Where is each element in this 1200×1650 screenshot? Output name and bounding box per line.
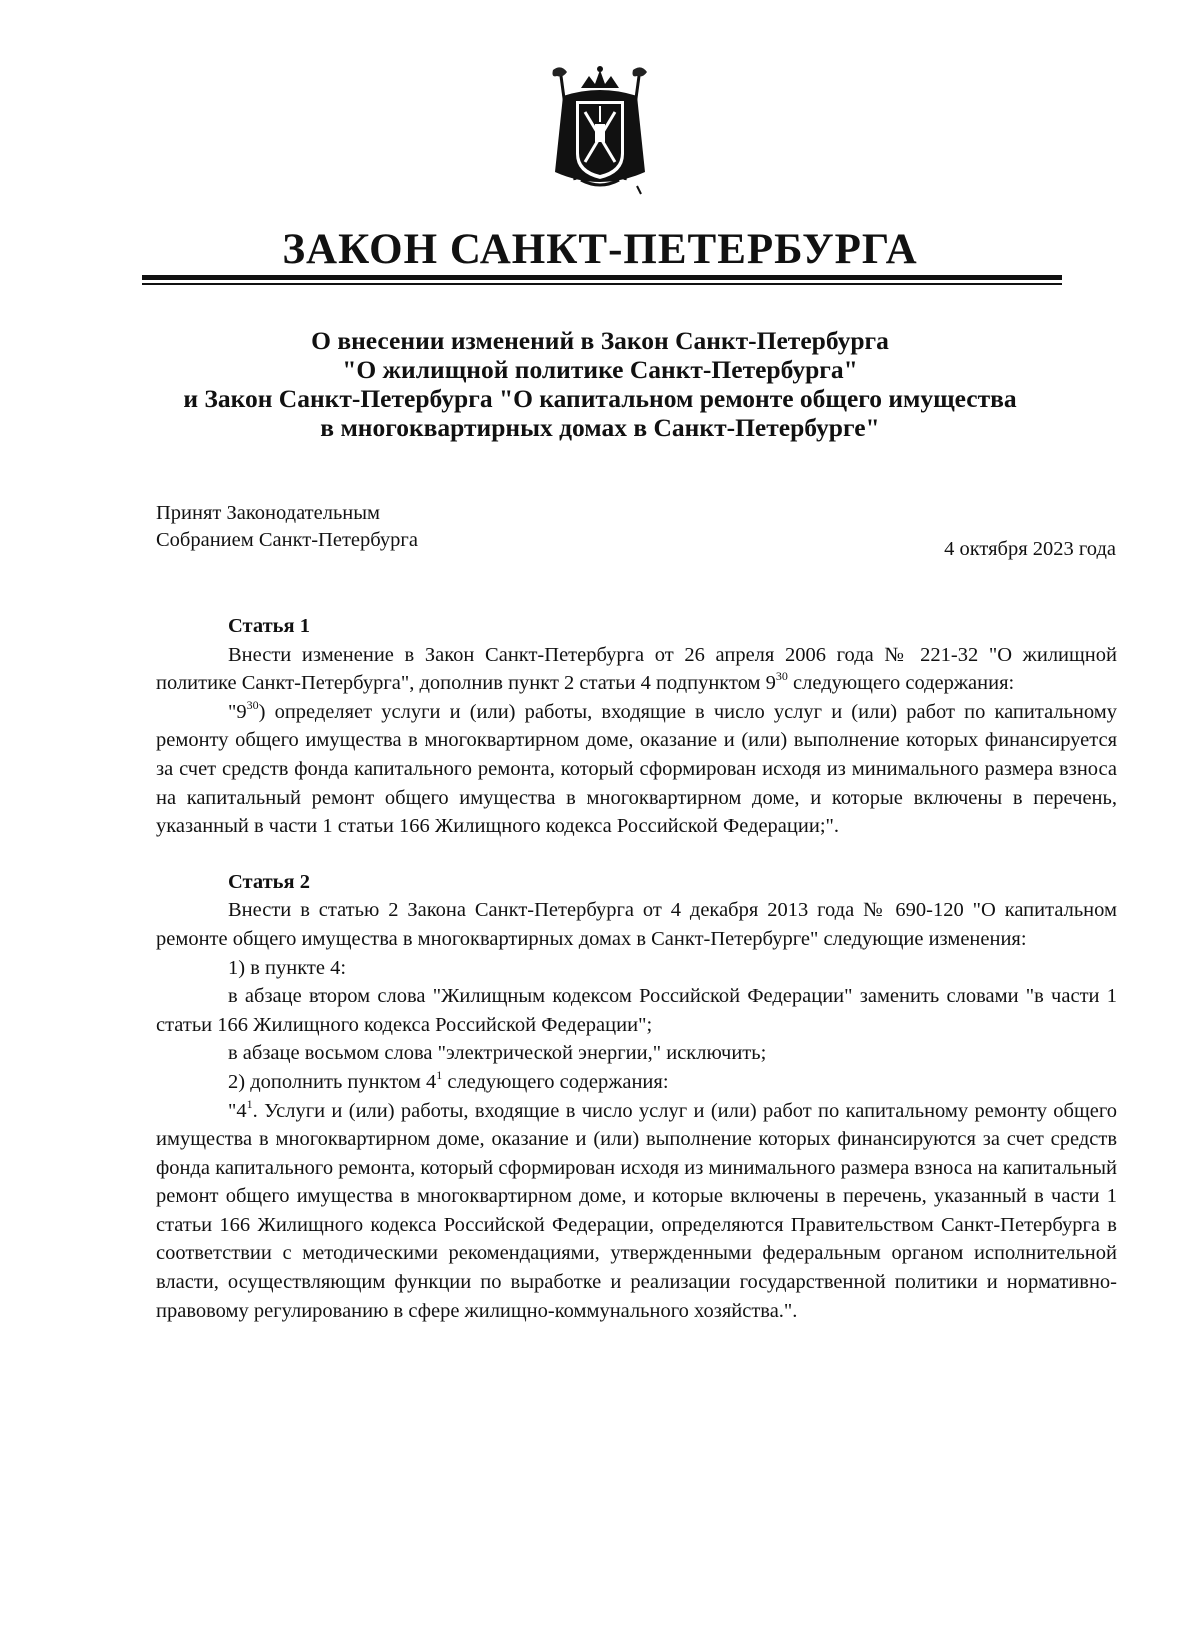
article-heading: Статья 2 [228,870,310,893]
document-body [156,612,1117,1325]
text-run: . Услуги и (или) работы, входящие в число услуг и (или) работ по капитальному ремонту общего имущества в многоквартирном доме, оказание и (или) выполнение которых финансируются за счет средств фонда капитального ремонта, который сформирован исходя из минимального размера взноса на капитальный ремонт общего имущества в многоквартирном доме, и которые включены в перечень, указанный в части 1 статьи 166 Жилищного кодекса Российской Федерации, определяются Правительством Санкт-Петербурга в соответствии с методическими рекомендациями, утвержденными федеральным органом исполнительной власти, осуществляющим функции по выработке и реализации государственной политики и нормативно-правовому регулированию в сфере жилищно-коммунального хозяйства.". [156,1099,1117,1322]
superscript: 1 [436,1067,443,1082]
text-run: следующего содержания: [787,672,1015,695]
adoption-line: Принят Законодательным [156,502,381,524]
superscript: 30 [246,697,259,712]
superscript: 30 [775,669,788,684]
title-divider-thin [142,283,1062,285]
subtitle-line: О внесении изменений в Закон Санкт-Петербурга [311,326,889,355]
text-run: Внести изменение в Закон Санкт-Петербурга от 26 апреля 2006 года № 221-32 "О жилищной политике Санкт-Петербурга", дополнив пункт 2 статьи 4 подпунктом 9 [156,643,1117,695]
article-heading: Статья 1 [228,615,310,637]
article-paragraph [156,641,1117,698]
text-run: ) определяет услуги и (или) работы, входящие в число услуг и (или) работ по капитальному ремонту общего имущества в многоквартирном доме, оказание и (или) выполнение которых финансируется за счет средств фонда капитального ремонта, который сформирован исходя из минимального размера взноса на капитальный ремонт общего имущества в многоквартирном доме, и которые включены в перечень, указанный в части 1 статьи 166 Жилищного кодекса Российской Федерации;". [156,700,1117,838]
subtitle-line: и Закон Санкт-Петербурга "О капитальном ремонте общего имущества [183,384,1017,413]
text-run: 2) дополнить пунктом 4 [228,1070,437,1093]
article-paragraph [156,698,1117,841]
subtitle-line: "О жилищной политике Санкт-Петербурга" [342,355,858,384]
article-paragraph [156,1068,1117,1097]
title-divider [142,275,1062,280]
subtitle-line: в многоквартирных домах в Санкт-Петербурге" [320,413,880,442]
article-paragraph: 1) в пункте 4: [228,956,347,979]
document-title: ЗАКОН САНКТ-ПЕТЕРБУРГА [282,226,918,273]
law-subtitle [130,326,1070,442]
article-paragraph [156,1097,1117,1326]
article-paragraph: в абзаце восьмом слова "электрической энергии," исключить; [228,1042,767,1065]
text-run: "9 [228,700,247,723]
adoption-date: 4 октября 2023 года [944,538,1116,560]
article-paragraph: в абзаце втором слова "Жилищным кодексом Российской Федерации" заменить словами "в части 1 статьи 166 Жилищного кодекса Российской Федерации"; [156,985,1117,1036]
adoption-line: Собранием Санкт-Петербурга [156,529,418,551]
superscript: 1 [246,1096,253,1111]
saint-petersburg-coat-of-arms-icon [541,62,659,200]
article-paragraph: Внести в статью 2 Закона Санкт-Петербурга от 4 декабря 2013 года № 690-120 "О капитальном ремонте общего имущества в многоквартирных домах в Санкт-Петербурге" следующие изменения: [156,899,1117,950]
adoption-block [156,500,418,554]
text-run: следующего содержания: [442,1070,669,1093]
text-run: "4 [228,1099,247,1122]
